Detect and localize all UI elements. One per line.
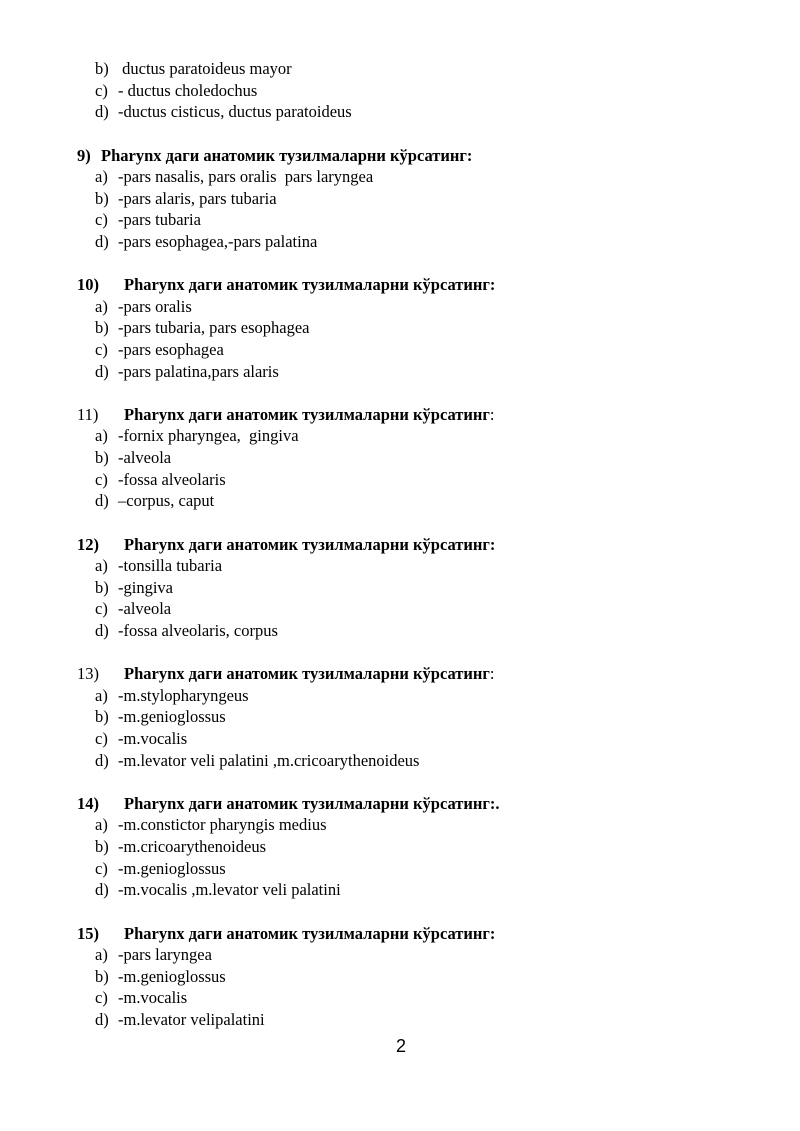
option-letter: c) <box>95 81 108 100</box>
question-text: Pharynx даги анатомик тузилмаларни кўрсатинг: <box>124 275 496 294</box>
option-letter: d) <box>95 621 109 640</box>
option-item <box>95 555 222 577</box>
option-item <box>95 80 257 102</box>
option-letter: c) <box>95 988 108 1007</box>
option-letter: a) <box>95 945 108 964</box>
option-text: -pars palatina,pars alaris <box>118 362 279 381</box>
option-text: -m.levator veli palatini ,m.cricoarythenoideus <box>118 751 420 770</box>
option-letter: d) <box>95 102 109 121</box>
option-text: –corpus, caput <box>118 491 215 510</box>
option-text: -fornix pharyngea, gingiva <box>118 426 299 445</box>
option-letter: a) <box>95 297 108 316</box>
option-item <box>95 814 327 836</box>
option-letter: c) <box>95 210 108 229</box>
option-item <box>95 858 226 880</box>
option-letter: d) <box>95 232 109 251</box>
option-letter: b) <box>95 59 109 78</box>
option-item <box>95 750 419 772</box>
option-item <box>95 706 226 728</box>
option-item <box>95 728 187 750</box>
option-item <box>95 188 277 210</box>
option-text: -m.genioglossus <box>118 859 226 878</box>
question-text: Pharynx даги анатомик тузилмаларни кўрсатинг: <box>101 146 473 165</box>
option-text: -m.genioglossus <box>118 967 226 986</box>
question-number: 10) <box>77 275 99 294</box>
option-text: -m.levator velipalatini <box>118 1010 265 1029</box>
option-text: -fossa alveolaris, corpus <box>118 621 278 640</box>
option-item <box>95 685 249 707</box>
question-number: 15) <box>77 924 99 943</box>
option-item <box>95 58 292 80</box>
option-text: -m.vocalis ,m.levator veli palatini <box>118 880 341 899</box>
option-text: -pars alaris, pars tubaria <box>118 189 277 208</box>
option-item <box>95 490 214 512</box>
option-text: -pars esophagea <box>118 340 224 359</box>
question-title <box>77 145 472 167</box>
question-title <box>77 274 495 296</box>
option-item <box>95 469 226 491</box>
question-number: 12) <box>77 535 99 554</box>
option-item <box>95 296 192 318</box>
option-item <box>95 944 212 966</box>
option-item <box>95 987 187 1009</box>
option-letter: b) <box>95 318 109 337</box>
question-number: 9) <box>77 146 91 165</box>
option-text: -m.genioglossus <box>118 707 226 726</box>
question-text: Pharynx даги анатомик тузилмаларни кўрсатинг: <box>124 924 496 943</box>
option-letter: d) <box>95 751 109 770</box>
option-letter: d) <box>95 1010 109 1029</box>
option-text: -m.stylopharyngeus <box>118 686 249 705</box>
option-text: - ductus choledochus <box>118 81 258 100</box>
option-text: -m.vocalis <box>118 729 188 748</box>
option-item <box>95 361 279 383</box>
option-item <box>95 836 266 858</box>
question-number: 14) <box>77 794 99 813</box>
question-title <box>77 923 495 945</box>
option-letter: b) <box>95 837 109 856</box>
option-letter: b) <box>95 189 109 208</box>
question-text: Pharynx даги анатомик тузилмаларни кўрсатинг:. <box>124 794 500 813</box>
question-trail: : <box>489 405 495 424</box>
option-item <box>95 966 226 988</box>
option-item <box>95 598 171 620</box>
option-letter: c) <box>95 470 108 489</box>
option-text: -pars oralis <box>118 297 192 316</box>
option-letter: b) <box>95 578 109 597</box>
option-item <box>95 339 224 361</box>
option-item <box>95 1009 265 1031</box>
option-text: -ductus cisticus, ductus paratoideus <box>118 102 352 121</box>
option-text: -m.constictor pharyngis medius <box>118 815 327 834</box>
option-letter: d) <box>95 362 109 381</box>
question-title <box>77 534 495 556</box>
option-text: ductus paratoideus mayor <box>118 59 292 78</box>
option-text: -pars tubaria, pars esophagea <box>118 318 310 337</box>
option-item <box>95 231 317 253</box>
option-letter: a) <box>95 556 108 575</box>
option-item <box>95 425 299 447</box>
option-item <box>95 620 278 642</box>
option-letter: a) <box>95 815 108 834</box>
option-letter: c) <box>95 729 108 748</box>
option-letter: a) <box>95 167 108 186</box>
option-item <box>95 577 173 599</box>
question-text: Pharynx даги анатомик тузилмаларни кўрсатинг <box>124 405 490 424</box>
option-letter: b) <box>95 707 109 726</box>
option-text: -pars tubaria <box>118 210 201 229</box>
option-letter: d) <box>95 491 109 510</box>
question-number: 11) <box>77 405 99 424</box>
option-letter: c) <box>95 859 108 878</box>
option-text: -alveola <box>118 448 172 467</box>
question-title <box>77 793 500 815</box>
option-item <box>95 209 201 231</box>
option-item <box>95 101 352 123</box>
option-item <box>95 166 373 188</box>
option-item <box>95 879 341 901</box>
question-title <box>77 663 495 685</box>
option-item <box>95 317 310 339</box>
option-text: -gingiva <box>118 578 173 597</box>
option-letter: b) <box>95 448 109 467</box>
option-letter: c) <box>95 599 108 618</box>
option-item <box>95 447 171 469</box>
option-text: -m.cricoarythenoideus <box>118 837 266 856</box>
option-text: -pars esophagea,-pars palatina <box>118 232 318 251</box>
question-number: 13) <box>77 664 99 683</box>
option-text: -m.vocalis <box>118 988 188 1007</box>
option-text: -pars nasalis, pars oralis pars laryngea <box>118 167 374 186</box>
option-letter: b) <box>95 967 109 986</box>
option-text: -pars laryngea <box>118 945 212 964</box>
option-letter: d) <box>95 880 109 899</box>
option-letter: a) <box>95 686 108 705</box>
option-text: -tonsilla tubaria <box>118 556 223 575</box>
option-letter: c) <box>95 340 108 359</box>
page-number: 2 <box>396 1036 407 1056</box>
question-trail: : <box>489 664 495 683</box>
option-text: -alveola <box>118 599 172 618</box>
question-title <box>77 404 495 426</box>
question-text: Pharynx даги анатомик тузилмаларни кўрсатинг <box>124 664 490 683</box>
question-text: Pharynx даги анатомик тузилмаларни кўрсатинг: <box>124 535 496 554</box>
option-text: -fossa alveolaris <box>118 470 226 489</box>
option-letter: a) <box>95 426 108 445</box>
